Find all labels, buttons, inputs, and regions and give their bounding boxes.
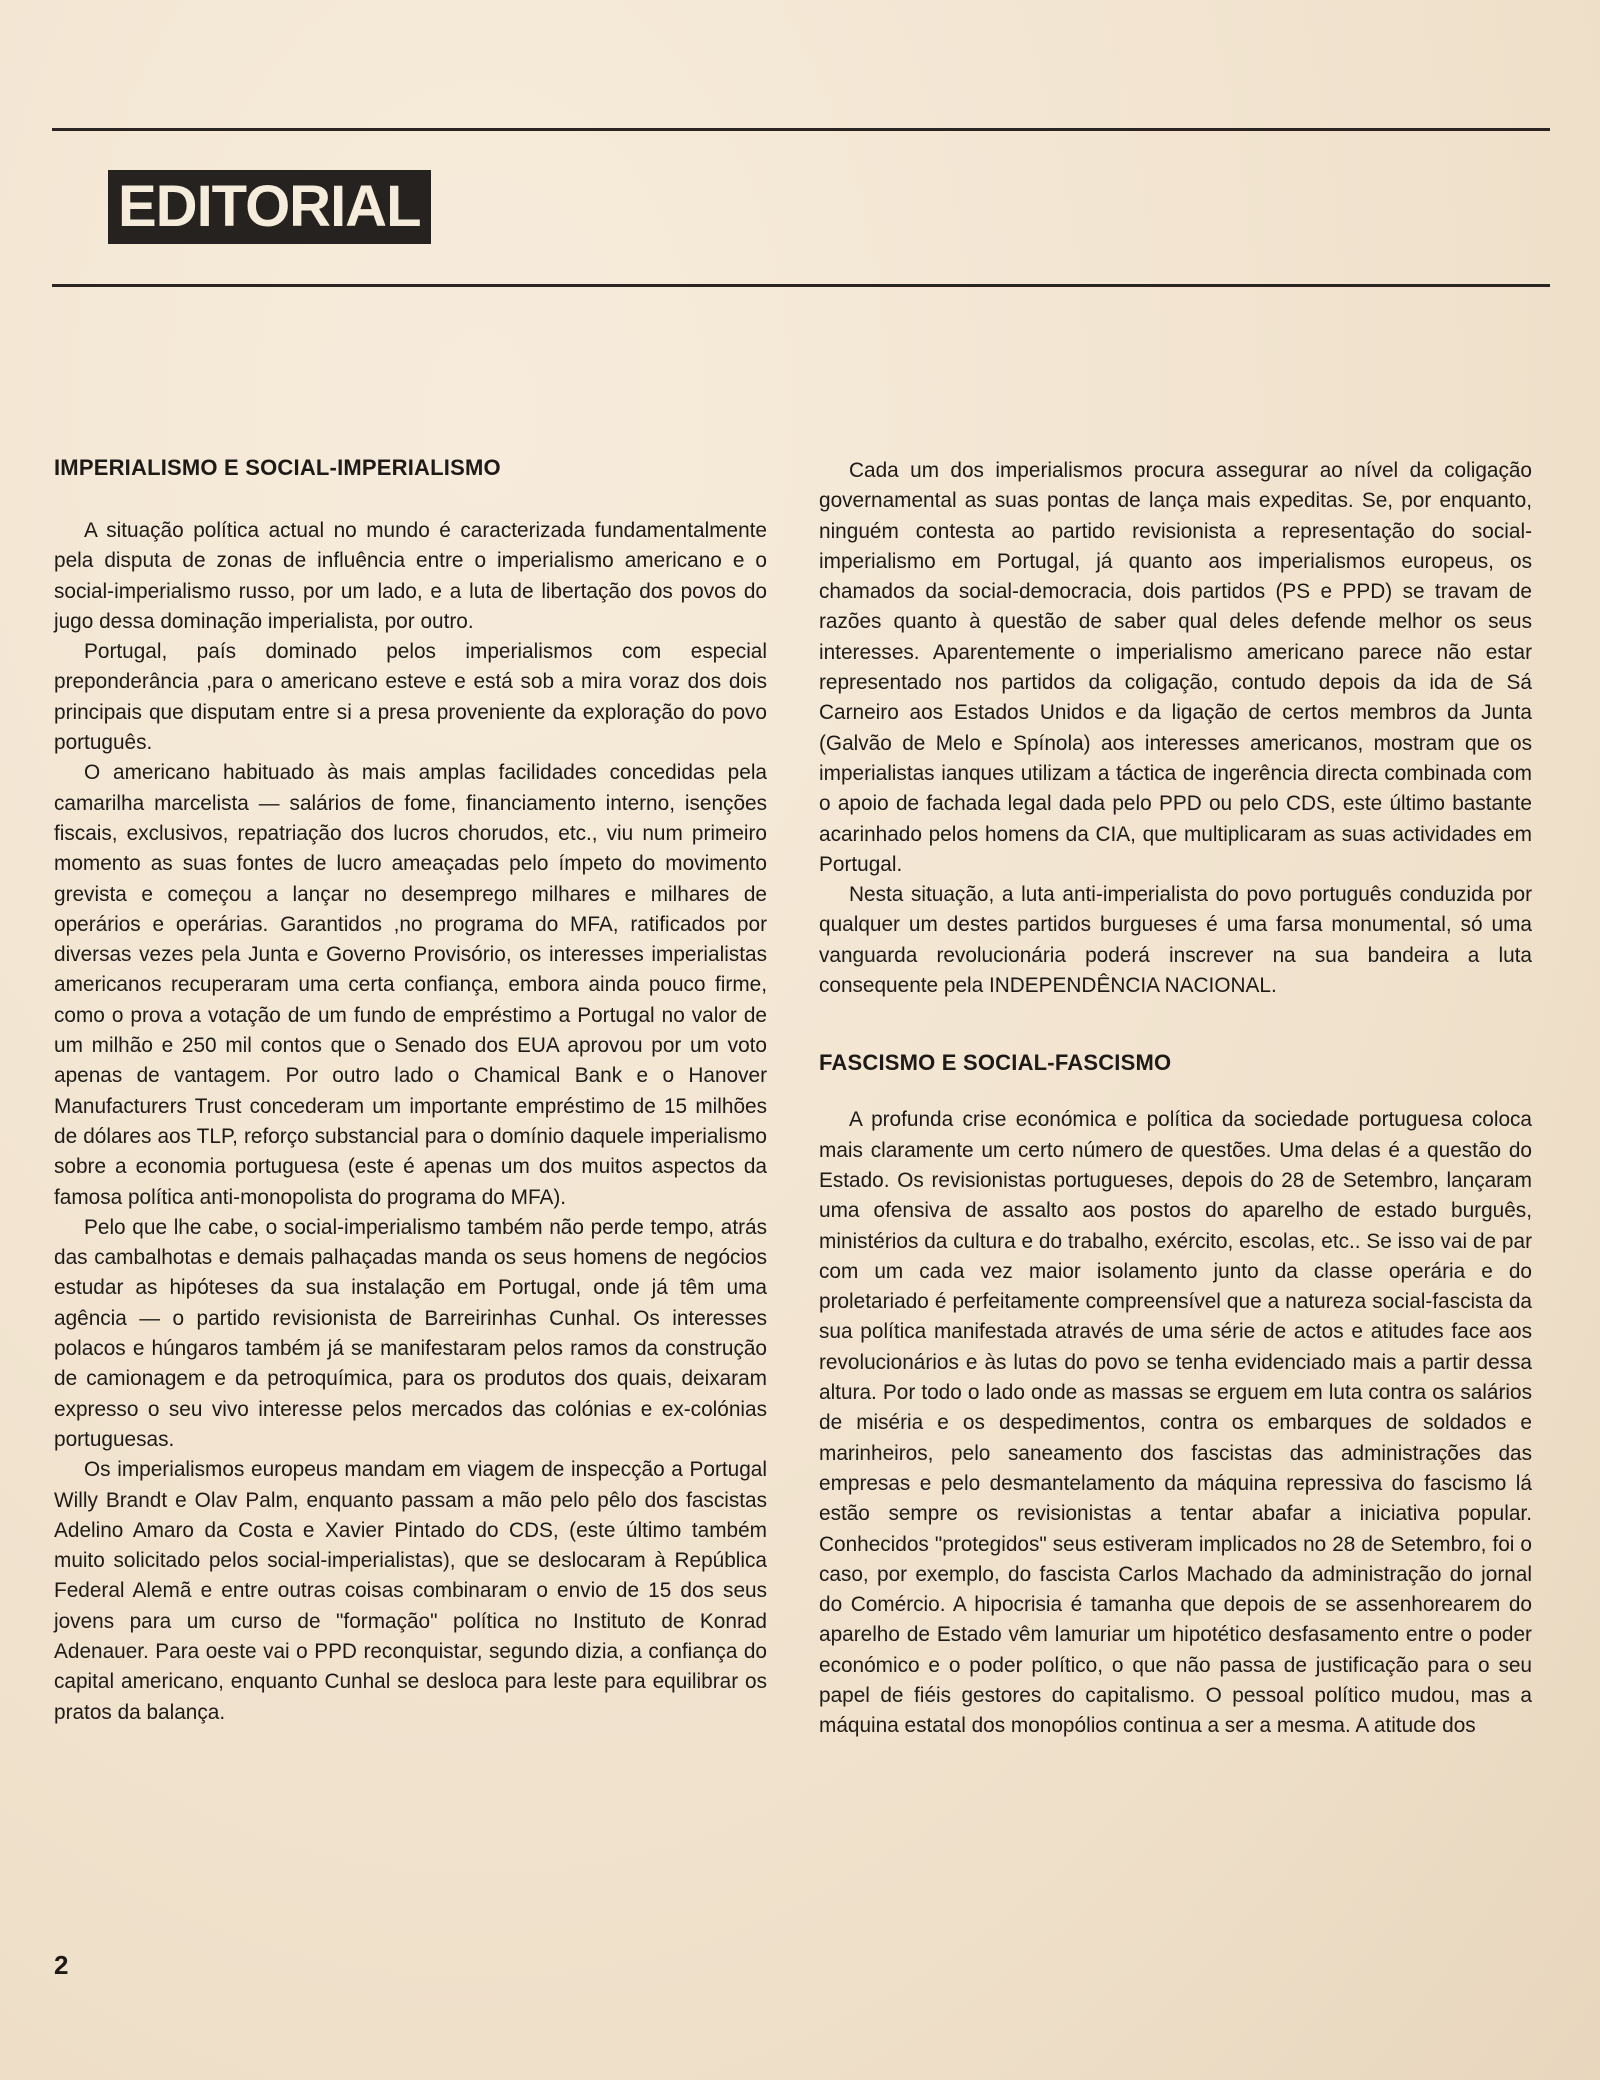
article-paragraph: O americano habituado às mais amplas facilidades concedidas pela camarilha marcelista — salários de fome, financiamento interno, isenções fiscais, exclusivos, repatriação dos lucros chorudos, etc., viu num primeiro momento as suas fontes de lucro ameaçadas pelo ímpeto do movimento grevista e começou a lançar no desemprego milhares e milhares de operários e operárias. Garantidos ,no programa do MFA, ratificados por diversas vezes pela Junta e Governo Provisório, os interesses imperialistas americanos recuperaram uma certa confiança, embora ainda pouco firme, como o prova a votação de um fundo de empréstimo a Portugal no valor de um milhão e 250 mil contos que o Senado dos EUA aprovou por um voto apenas de vantagem. Por outro lado o Chamical Bank e o Hanover Manufacturers Trust concederam um importante empréstimo de 15 milhões de dólares aos TLP, reforço substancial para o domínio daquele imperialismo sobre a economia portuguesa (este é apenas um dos muitos aspectos da famosa política anti-monopolista do programa do MFA). (54, 761, 767, 1209)
article-heading-imperialismo: IMPERIALISMO E SOCIAL-IMPERIALISMO (54, 455, 501, 480)
article-paragraph: Cada um dos imperialismos procura assegurar ao nível da coligação governamental as suas pontas de lança mais expeditas. Se, por enquanto, ninguém contesta ao partido revisionista a representação do social-imperialismo em Portugal, já quanto aos imperialismos europeus, os chamados da social-democracia, dois partidos (PS e PPD) se travam de razões quanto à questão de saber qual deles defende melhor os seus interesses. Aparentemente o imperialismo americano parece não estar representado nos partidos da coligação, contudo depois da ida de Sá Carneiro aos Estados Unidos e da ligação de certos membros da Junta (Galvão de Melo e Spínola) aos interesses americanos, mostram que os imperialistas ianques utilizam a táctica de ingerência directa combinada com o apoio de fachada legal dada pelo PPD ou pelo CDS, este último bastante acarinhado pelos homens da CIA, que multiplicaram as suas actividades em Portugal. (819, 459, 1532, 876)
article-paragraph: Os imperialismos europeus mandam em viagem de inspecção a Portugal Willy Brandt e Olav Palm, enquanto passam a mão pelo pêlo dos fascistas Adelino Amaro da Costa e Xavier Pintado do CDS, (este último também muito solicitado pelos social-imperialistas), que se deslocaram à República Federal Alemã e entre outras coisas combinaram o envio de 15 dos seus jovens para um curso de "formação" política no Instituto de Konrad Adenauer. Para oeste vai o PPD reconquistar, segundo dizia, a confiança do capital americano, enquanto Cunhal se desloca para leste para equilibrar os pratos da balança. (54, 1458, 767, 1724)
article-paragraph: Nesta situação, a luta anti-imperialista do povo português conduzida por qualquer um destes partidos burgueses é uma farsa monumental, só uma vanguarda revolucionária poderá inscrever na sua bandeira a luta consequente pela INDEPENDÊNCIA NACIONAL. (819, 883, 1532, 998)
page-number: 2 (54, 1950, 69, 1980)
section-label-editorial: EDITORIAL (108, 170, 431, 244)
article-paragraph: Pelo que lhe cabe, o social-imperialismo também não perde tempo, atrás das cambalhotas e demais palhaçadas manda os seus homens de negócios estudar as hipóteses da sua instalação em Portugal, onde já têm uma agência — o partido revisionista de Barreirinhas Cunhal. Os interesses polacos e húngaros também já se manifestaram pelos ramos da construção de camionagem e da petroquímica, para os produtos dos quais, deixaram expresso o seu vivo interesse pelos mercados das colónias e ex-colónias portuguesas. (54, 1215, 767, 1451)
bottom-rule (52, 284, 1550, 287)
article-paragraph: Portugal, país dominado pelos imperialismos com especial preponderância ,para o americano esteve e está sob a mira voraz dos dois principais que disputam entre si a presa proveniente da exploração do povo português. (54, 640, 767, 755)
article-heading-fascismo: FASCISMO E SOCIAL-FASCISMO (819, 1050, 1172, 1076)
article-paragraph: A situação política actual no mundo é caracterizada fundamentalmente pela disputa de zonas de influência entre o imperialismo americano e o social-imperialismo russo, por um lado, e a luta de libertação dos povos do jugo dessa dominação imperialista, por outro. (54, 519, 767, 633)
right-column (819, 448, 1532, 1742)
left-column (54, 448, 767, 1728)
top-rule (52, 128, 1550, 131)
article-paragraph: A profunda crise económica e política da sociedade portuguesa coloca mais claramente um certo número de questões. Uma delas é a questão do Estado. Os revisionistas portugueses, depois do 28 de Setembro, lançaram uma ofensiva de assalto aos postos do aparelho de estado burguês, ministérios da cultura e do trabalho, exército, escolas, etc.. Se isso vai de par com um cada vez maior isolamento junto da classe operária e do proletariado é perfeitamente compreensível que a natureza social-fascista da sua política manifestada através de uma série de actos e atitudes face aos revolucionários e às lutas do povo se tenha evidenciado mais a partir dessa altura. Por todo o lado onde as massas se erguem em luta contra os salários de miséria e os despedimentos, contra os embarques de soldados e marinheiros, pelo saneamento dos fascistas das administrações das empresas e pelo desmantelamento da máquina repressiva do fascismo lá estão sempre os revisionistas a tentar abafar a iniciativa popular. Conhecidos "protegidos" seus estiveram implicados no 28 de Setembro, foi o caso, por exemplo, do fascista Carlos Machado da administração do jornal do Comércio. A hipocrisia é tamanha que depois de se assenhorearem do aparelho de Estado vêm lamuriar um hipotético desfasamento entre o poder económico e o poder político, o que não passa de justificação para o seu papel de fiéis gestores do capitalismo. O pessoal político mudou, mas a máquina estatal dos monopólios continua a ser a mesma. A atitude dos (819, 1108, 1532, 1738)
